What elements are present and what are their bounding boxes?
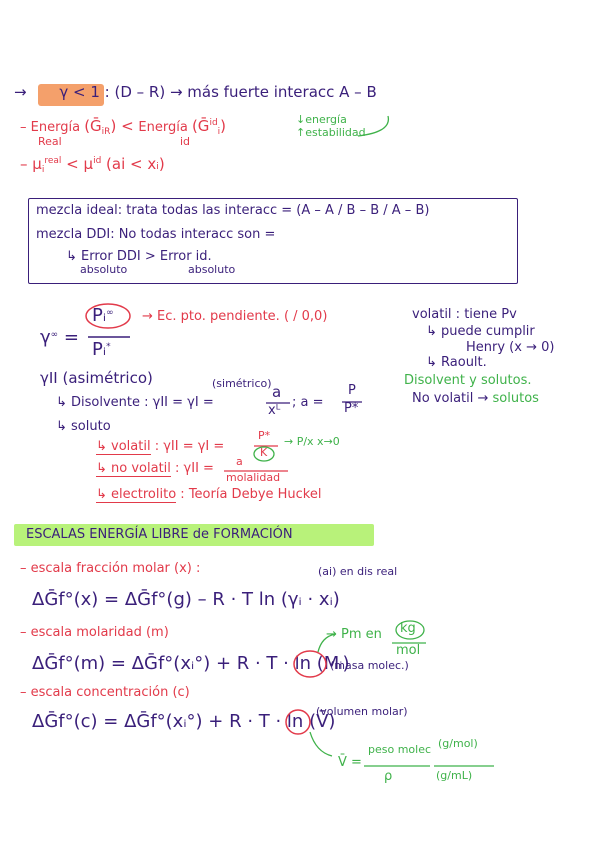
gamma-inf-numerator: Pᵢ∞ (92, 305, 114, 326)
error-compare: ↳ Error DDI > Error id. (66, 249, 212, 264)
gamma-inf-label: γ∞ = (40, 327, 79, 348)
line-mu: – $\mu_i^{real} < \mu^{id}$ (ai < xᵢ) (20, 155, 165, 175)
v-units-den: (g/mL) (436, 769, 473, 782)
volatil-row: ↳ volatil : γII = γI = (96, 439, 225, 454)
semi-eq: ; a = (292, 395, 324, 410)
escala-m-label: – escala molaridad (m) (20, 625, 169, 640)
v-num: peso molec (368, 743, 432, 756)
line1-text: : (D – R) → más fuerte interacc A – B (99, 83, 377, 101)
p-num: P (348, 383, 356, 398)
no-volatil: No volatil → solutos (412, 391, 539, 406)
mol-unit: mol (396, 643, 421, 658)
p-den: P* (344, 401, 359, 416)
energia-real-label: Energía (30, 120, 81, 135)
a-den: xᴸ (268, 403, 281, 418)
escala-c-label: – escala concentración (c) (20, 685, 190, 700)
id-sub: id (180, 135, 191, 148)
gamma-inf-denominator: Pᵢ* (92, 339, 111, 360)
note-energia: ↓energía (296, 113, 347, 126)
escala-x-label: – escala fracción molar (x) : (20, 561, 201, 576)
escala-x-eq: ΔḠf°(x) = ΔḠf°(g) – R · T ln (γᵢ · xᵢ) (32, 589, 340, 610)
escala-x-note: (ai) en dis real (318, 565, 398, 578)
volatil-den: K (260, 446, 268, 459)
no-volatil-row: ↳ no volatil : γII = (96, 461, 214, 476)
escala-m-eq: ΔḠf°(m) = ΔḠf°(xᵢ°) + R · T · ln (Mᵢ) (32, 653, 350, 674)
escala-c-eq: ΔḠf°(c) = ΔḠf°(xᵢ°) + R · T · ln (V̄) (32, 711, 336, 732)
kg-unit: kg (400, 621, 416, 636)
energia-id-label: Energía (138, 120, 188, 135)
line-energia: – Energía (Ḡ$_{iR}$) < Energía (Ḡ$^{id}_i$) (20, 117, 227, 137)
mezcla-ideal: mezcla ideal: trata todas las interacc = (A – A / B – B / A – B) (36, 203, 430, 218)
volumen-molar: (volumen molar) (316, 705, 408, 718)
v-eq: V̄ = (338, 755, 362, 770)
soluto-line: ↳ soluto (56, 419, 111, 434)
volatil-l2: ↳ puede cumplir (426, 324, 535, 339)
volatil-note: → P/x x→0 (284, 435, 340, 448)
disolvente-line: ↳ Disolvente : γII = γI = (56, 395, 214, 410)
simetrico-label: (simétrico) (212, 377, 272, 390)
masa-molec: (masa molec.) (330, 659, 409, 672)
novol-num: a (236, 455, 243, 468)
v-units-num: (g/mol) (438, 737, 478, 750)
pendiente-note: → Ec. pto. pendiente. ( / 0,0) (142, 309, 328, 324)
gamma-ii-title: γII (asimétrico) (40, 369, 153, 387)
note-estabilidad: ↑estabilidad (296, 126, 366, 139)
volatil-l3: Henry (x → 0) (466, 340, 555, 355)
real-sub: Real (38, 135, 62, 148)
escala-m-note: → Pm en (326, 627, 382, 642)
arrow: → (14, 83, 27, 101)
absoluto-2: absoluto (188, 263, 236, 276)
v-den: ρ (384, 769, 393, 784)
novol-den: molalidad (226, 471, 281, 484)
gamma-lt-1: γ < 1 (59, 83, 100, 101)
electrolito-row: ↳ electrolito : Teoría Debye Huckel (96, 487, 322, 502)
mezcla-ddi: mezcla DDI: No todas interacc son = (36, 227, 276, 242)
volatil-l1: volatil : tiene Pv (412, 307, 517, 322)
absoluto-1: absoluto (80, 263, 128, 276)
volatil-l5: Disolvent y solutos. (404, 373, 532, 388)
a-num: a (272, 383, 282, 401)
volatil-l4: ↳ Raoult. (426, 355, 487, 370)
escalas-title: ESCALAS ENERGÍA LIBRE de FORMACIÓN (26, 527, 293, 542)
volatil-num: P* (258, 429, 271, 442)
